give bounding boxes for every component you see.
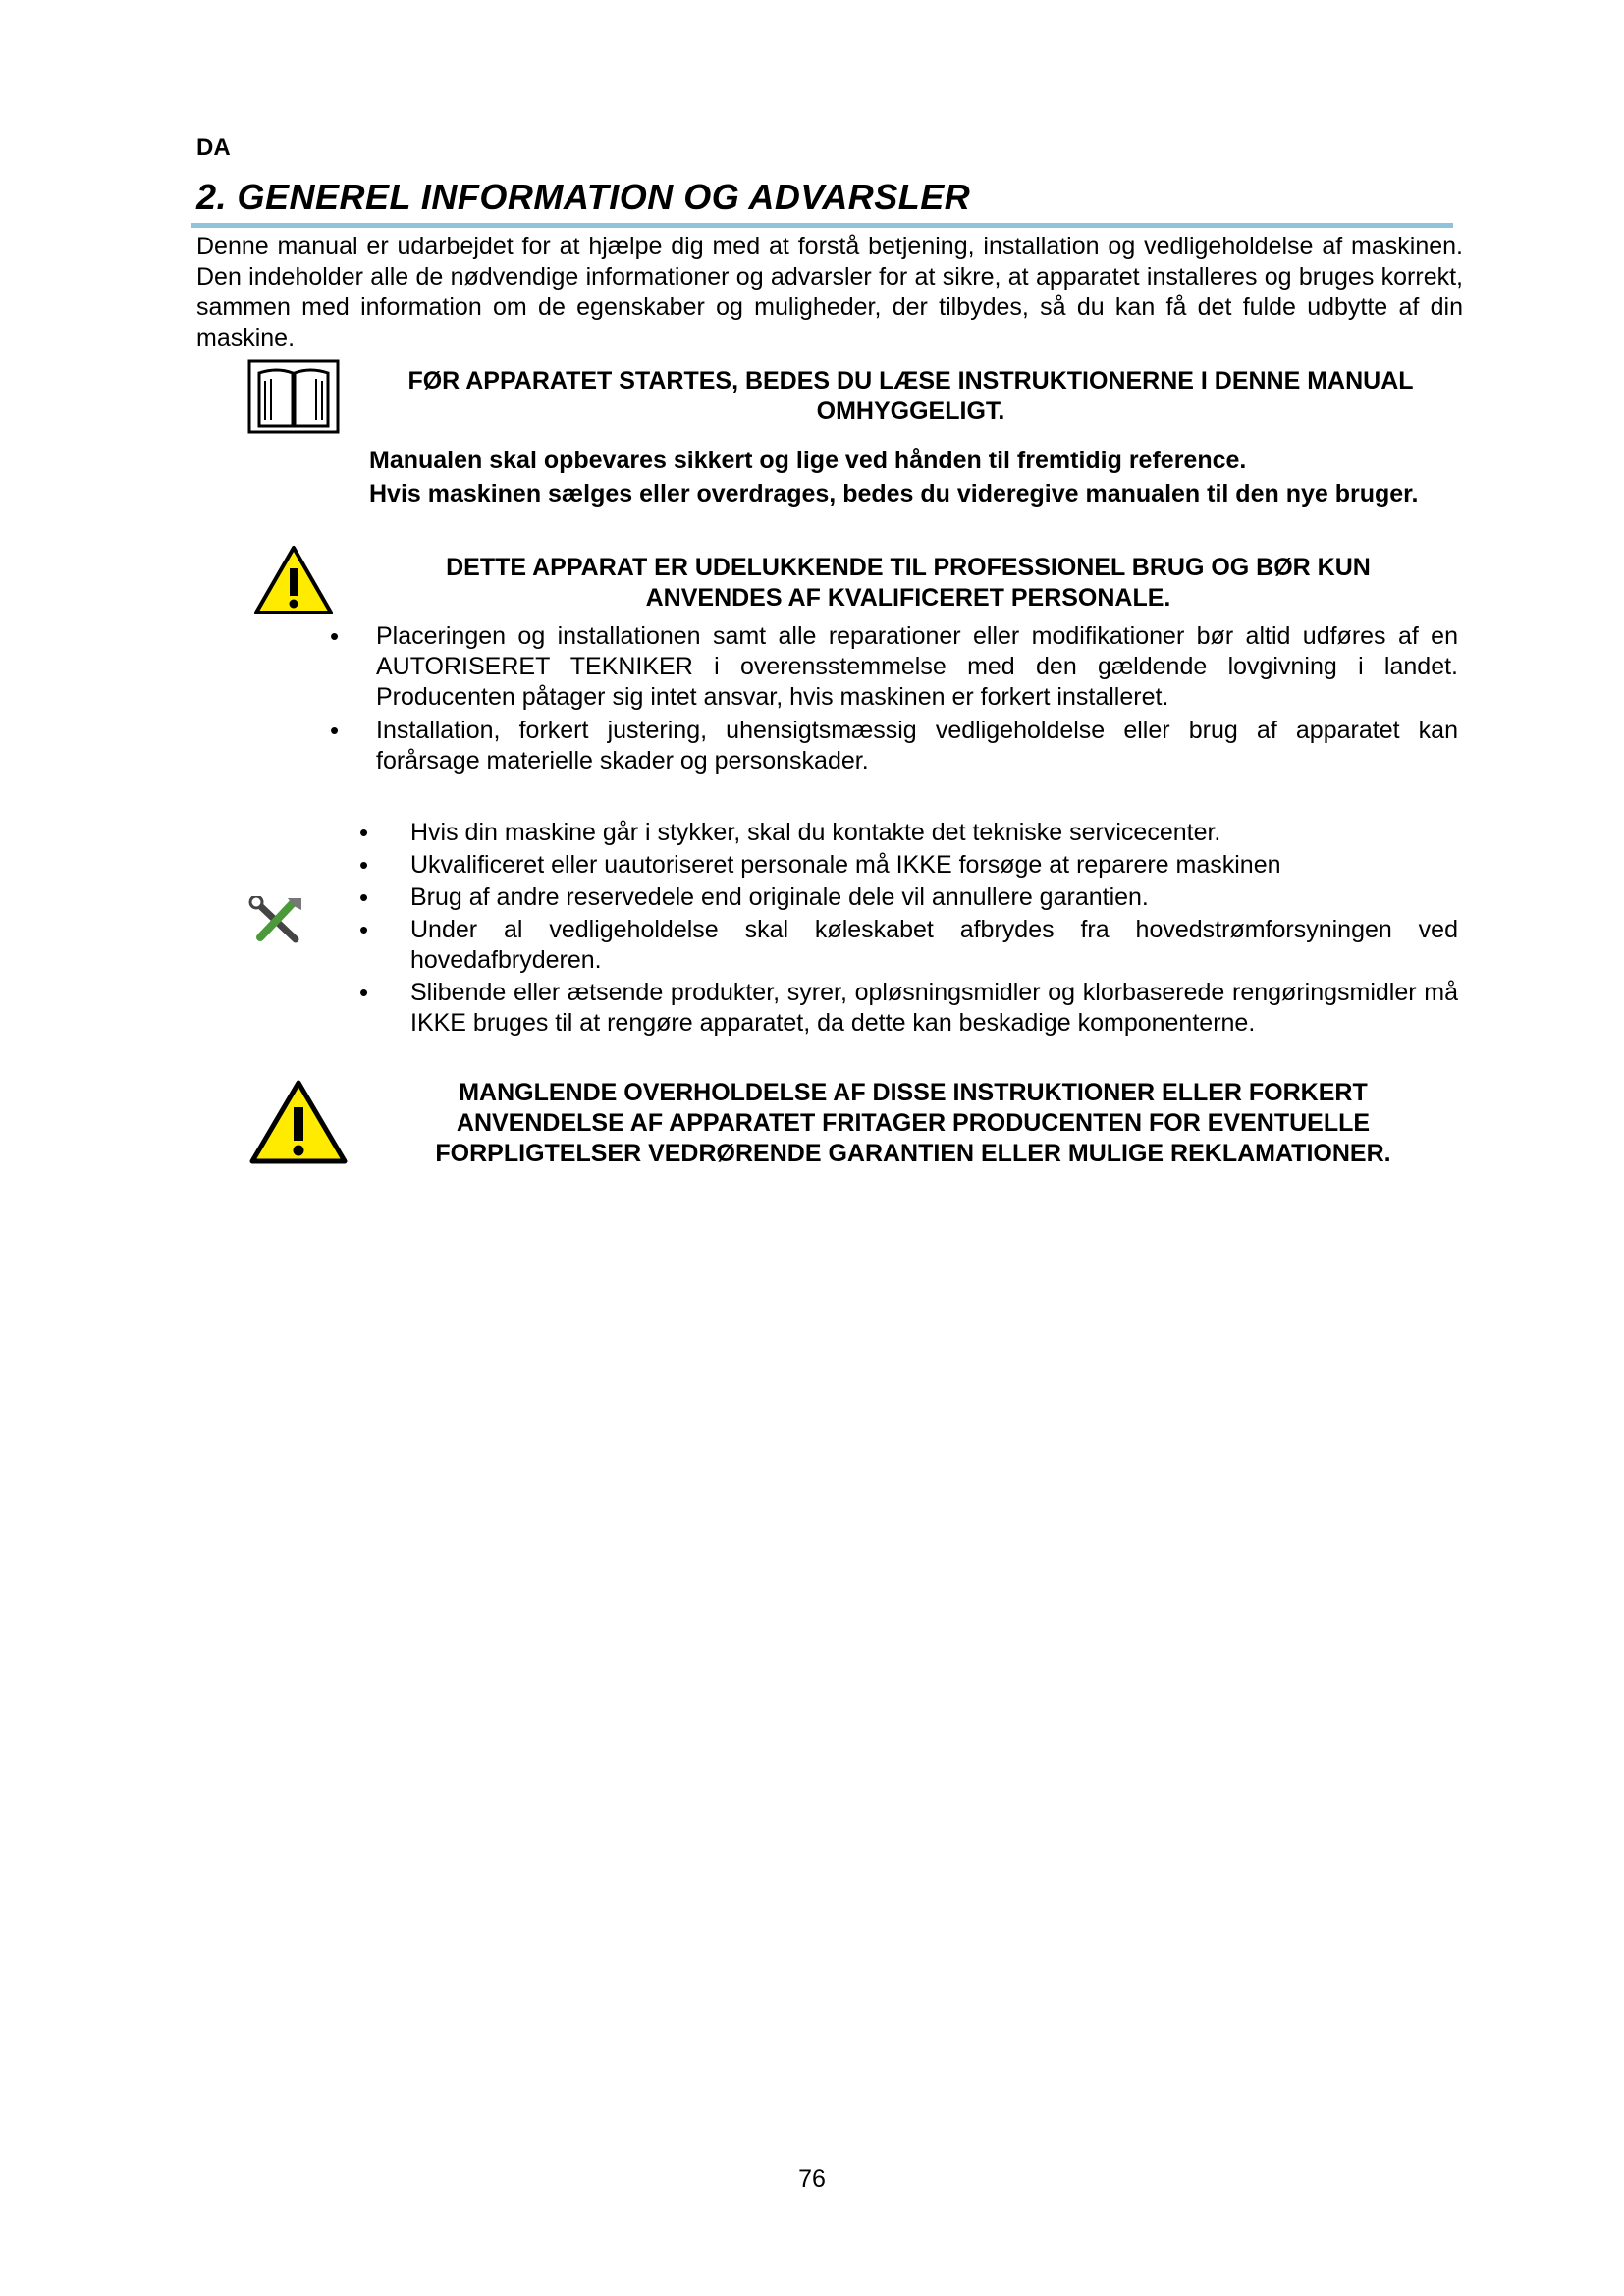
book-icon (247, 359, 340, 434)
list-item: • Installation, forkert justering, uhensigtsmæssig vedligeholdelse eller brug af apparatet kan forårsage materielle skader og personskader. (334, 716, 1458, 776)
tools-icon (248, 896, 305, 947)
service-bullets (368, 818, 1458, 1041)
warning-triangle-icon (249, 1080, 348, 1164)
list-item: • Slibende eller ætsende produkter, syrer, opløsningsmidler og klorbaserede rengøringsmidler må IKKE bruges til at rengøre apparatet, da dette kan beskadige komponenterne. (368, 978, 1458, 1039)
page-number: 76 (798, 2165, 826, 2193)
list-item: • Placeringen og installationen samt alle reparationer eller modifikationer bør altid udføres af en AUTORISERET TEKNIKER i overensstemmelse med den gældende lovgivning i landet. Producenten påtager sig intet ansvar, hvis maskinen er forkert installeret. (334, 621, 1458, 713)
manual-line-2: Hvis maskinen sælges eller overdrages, bedes du videregive manualen til den nye bruger. (369, 480, 1419, 507)
section-title: 2. GENEREL INFORMATION OG ADVARSLER (196, 177, 971, 217)
list-item: • Ukvalificeret eller uautoriseret personale må IKKE forsøge at reparere maskinen (368, 850, 1458, 881)
warning-triangle-icon (253, 545, 334, 615)
list-item: • Hvis din maskine går i stykker, skal du kontakte det tekniske servicecenter. (368, 818, 1458, 848)
title-underline (191, 223, 1453, 228)
list-item: • Under al vedligeholdelse skal køleskabet afbrydes fra hovedstrømforsyningen ved hovedafbryderen. (368, 915, 1458, 976)
language-code: DA (196, 134, 231, 161)
list-item: • Brug af andre reservedele end originale dele vil annullere garantien. (368, 882, 1458, 913)
final-warning-text: MANGLENDE OVERHOLDELSE AF DISSE INSTRUKTIONER ELLER FORKERT ANVENDELSE AF APPARATET FRITAGER PRODUCENTEN FOR EVENTUELLE FORPLIGTELSER VEDRØRENDE GARANTIEN ELLER MULIGE REKLAMATIONER. (435, 1079, 1391, 1167)
manual-line-1: Manualen skal opbevares sikkert og lige ved hånden til fremtidig reference. (369, 447, 1247, 474)
professional-heading: DETTE APPARAT ER UDELUKKENDE TIL PROFESSIONEL BRUG OG BØR KUN ANVENDES AF KVALIFICERET PERSONALE. (446, 554, 1371, 612)
professional-bullets (334, 621, 1458, 779)
manual-heading: FØR APPARATET STARTES, BEDES DU LÆSE INSTRUKTIONERNE I DENNE MANUAL OMHYGGELIGT. (407, 367, 1414, 425)
intro-paragraph: Denne manual er udarbejdet for at hjælpe dig med at forstå betjening, installation og vedligeholdelse af maskinen. Den indeholder alle de nødvendige informationer og advarsler for at sikre, at apparatet installeres og bruges korrekt, sammen med information om de egenskaber og muligheder, der tilbydes, så du kan få det fulde udbytte af din maskine. (196, 233, 1463, 351)
